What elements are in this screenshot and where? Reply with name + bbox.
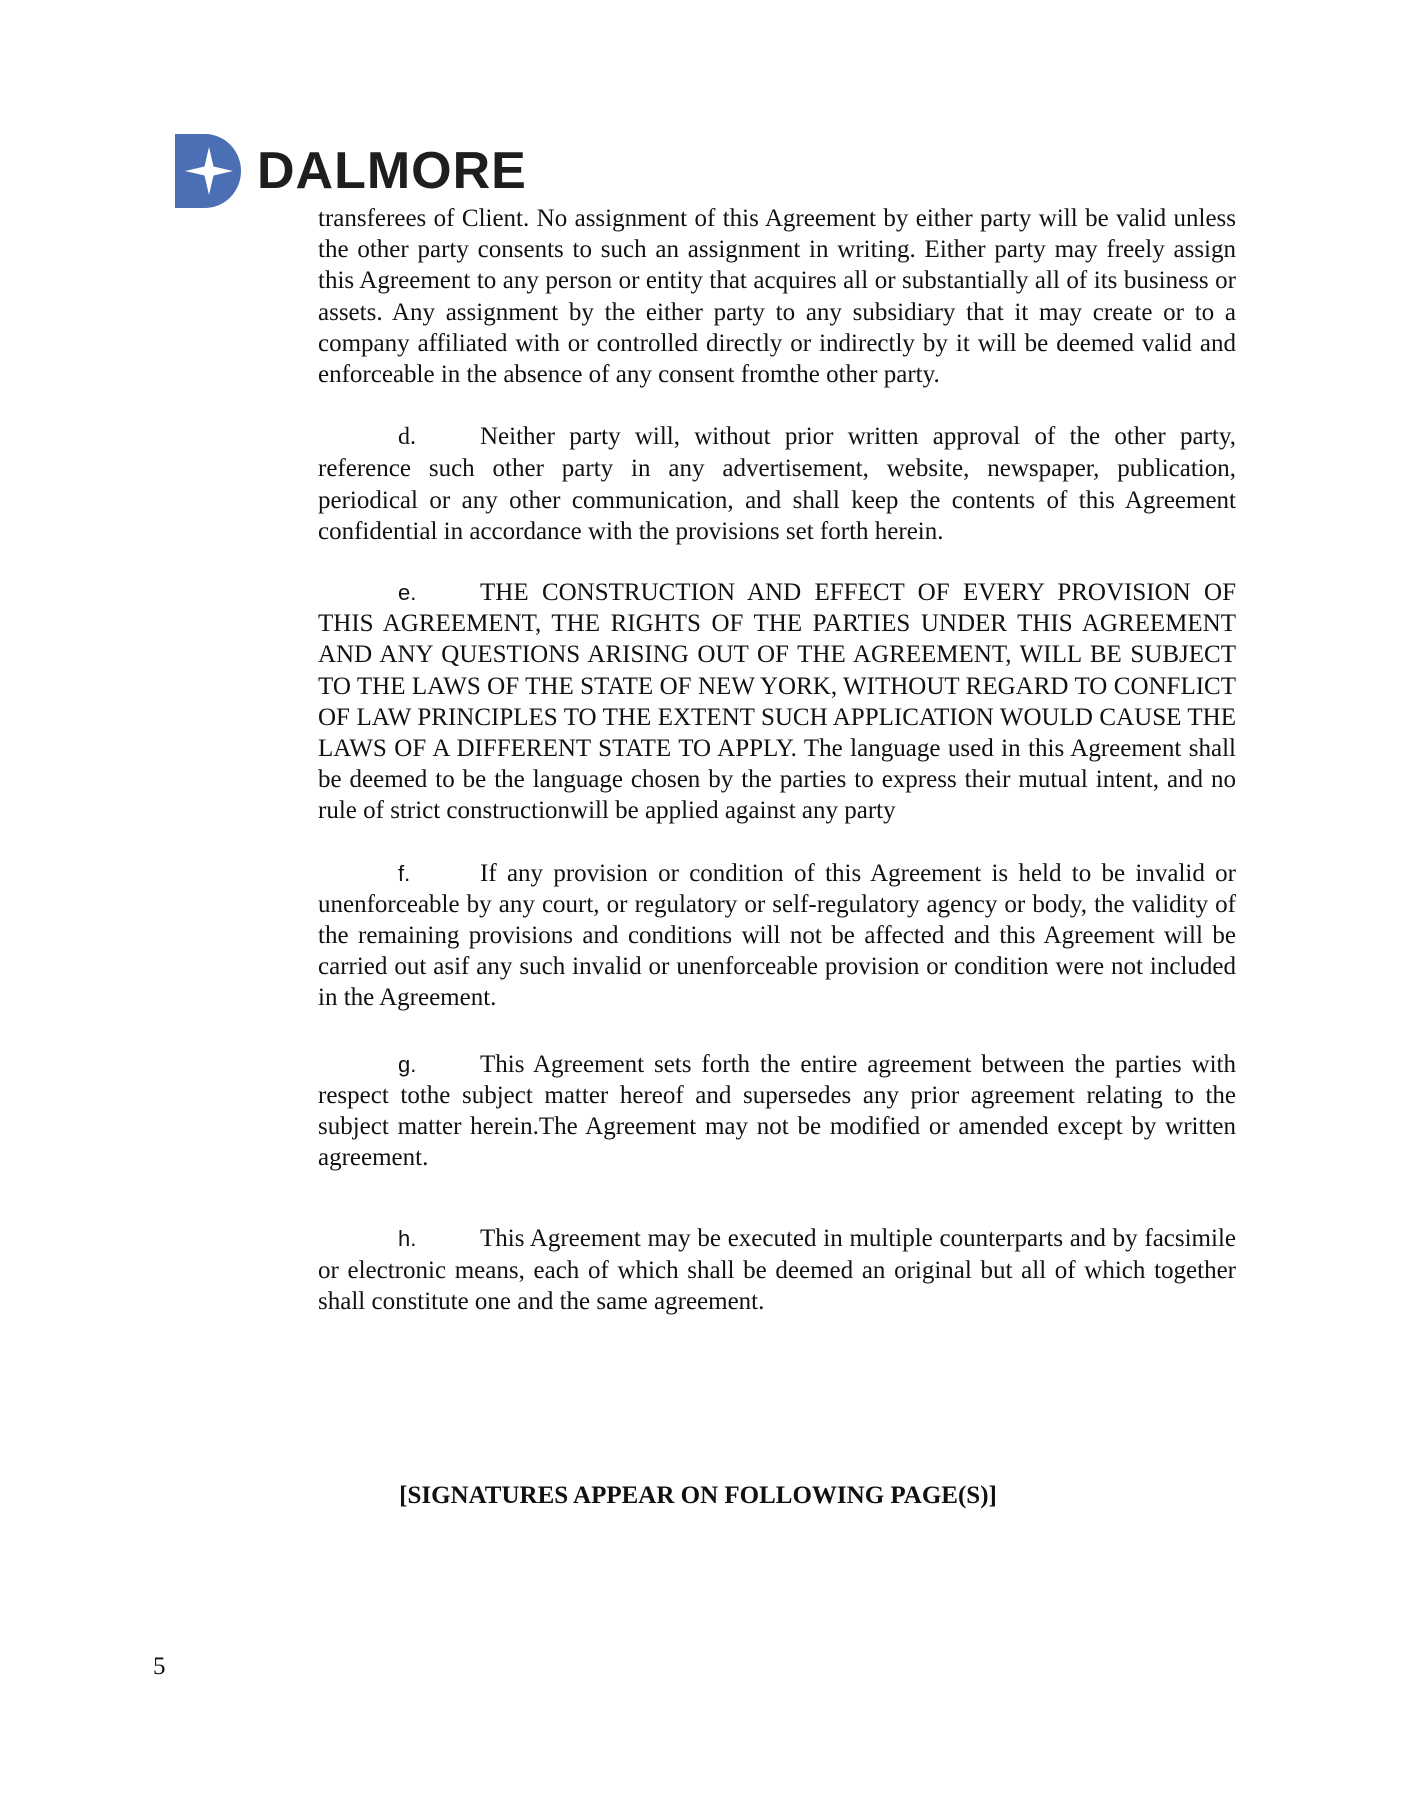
paragraph-label: g. xyxy=(398,1051,417,1077)
paragraph-e xyxy=(318,577,1236,827)
paragraph-text: This Agreement sets forth the entire agreement between the parties with respect tothe subject matter hereof and supersedes any prior agreement relating to the subject matter herein.The Agreement may not be modified or amended except by written agreement. xyxy=(318,1050,1236,1172)
paragraph-label: h. xyxy=(398,1226,417,1252)
paragraph-text: transferees of Client. No assignment of this Agreement by either party will be valid unless the other party consents to such an assignment in writing. Either party may freely assign this Agreement to any person or entity that acquires all or substantially all of its business or assets. Any assignment by the either party to any subsidiary that it may create or to a company affiliated with or controlled directly or indirectly by it will be deemed valid and enforceable in the absence of any consent fromthe other party. xyxy=(318,205,1236,389)
paragraph-text: This Agreement may be executed in multiple counterparts and by facsimile or electronic means, each of which shall be deemed an original but all of which together shall constitute one and the same agreement. xyxy=(318,1225,1236,1315)
page-number: 5 xyxy=(153,1653,166,1680)
signature-note: [SIGNATURES APPEAR ON FOLLOWING PAGE(S)] xyxy=(399,1482,997,1509)
dalmore-logo-icon xyxy=(175,134,247,208)
paragraph-text: THE CONSTRUCTION AND EFFECT OF EVERY PROVISION OF THIS AGREEMENT, THE RIGHTS OF THE PARTIES UNDER THIS AGREEMENT AND ANY QUESTIONS ARISING OUT OF THE AGREEMENT, WILL BE SUBJECT TO THE LAWS OF THE STATE OF NEW YORK, WITHOUT REGARD TO CONFLICT OF LAW PRINCIPLES TO THE EXTENT SUCH APPLICATION WOULD CAUSE THE LAWS OF A DIFFERENT STATE TO APPLY. The language used in this Agreement shall be deemed to be the language chosen by the parties to express their mutual intent, and no rule of strict constructionwill be applied against any party xyxy=(318,579,1236,825)
paragraph-g xyxy=(318,1049,1236,1174)
company-logo xyxy=(175,133,527,209)
paragraph-text: If any provision or condition of this Agreement is held to be invalid or unenforceable by any court, or regulatory or self-regulatory agency or body, the validity of the remaining provisions and conditions will not be affected and this Agreement will be carried out asif any such invalid or unenforceable provision or condition were not included in the Agreement. xyxy=(318,859,1236,1012)
paragraph-label: d. xyxy=(398,424,416,451)
paragraph-d xyxy=(318,421,1236,547)
paragraph-h xyxy=(318,1223,1236,1317)
paragraph-f xyxy=(318,858,1236,1014)
paragraph-text: Neither party will, without prior written approval of the other party, reference such other party in any advertisement, website, newspaper, publication, periodical or any other communication, and shall keep the contents of this Agreement confidential in accordance with the provisions set forth herein. xyxy=(318,423,1236,545)
document-body xyxy=(318,203,1236,1317)
paragraph-label: e. xyxy=(398,580,417,606)
paragraph-c-continued xyxy=(318,203,1236,390)
brand-name: DALMORE xyxy=(257,142,527,200)
paragraph-label: f. xyxy=(398,860,411,886)
